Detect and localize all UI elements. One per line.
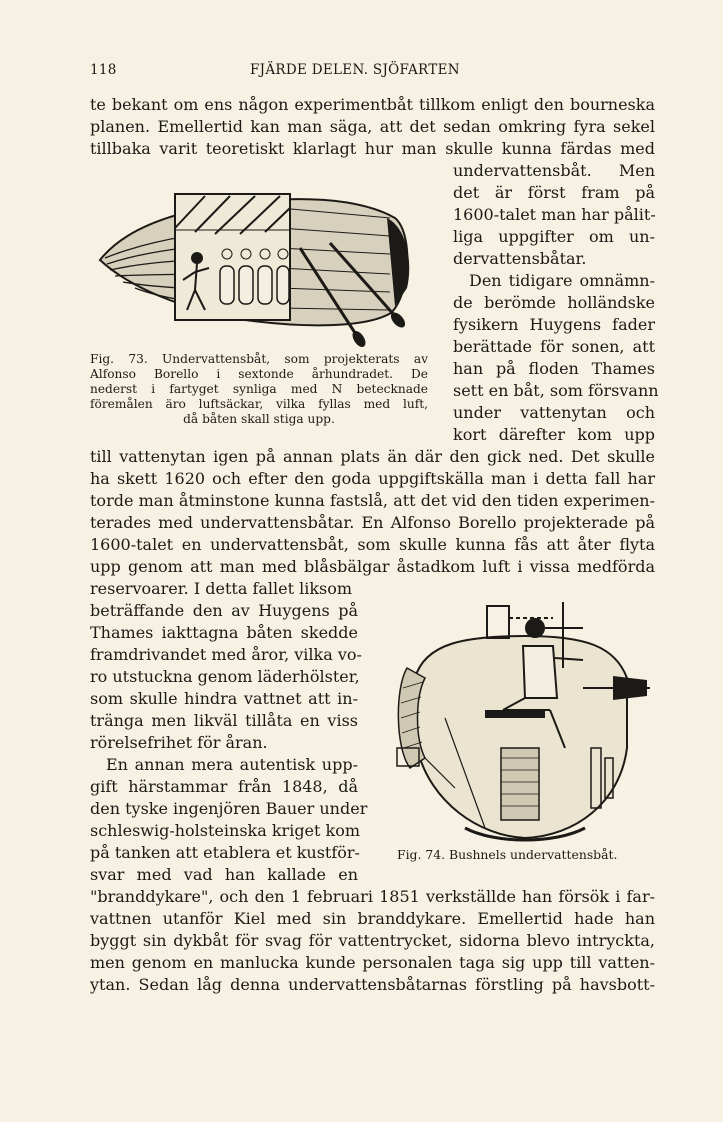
text-line: fysikern Huygens fader xyxy=(453,315,655,334)
caption-line: föremålen äro luftsäckar, vilka fyllas med luft, xyxy=(90,397,428,411)
caption-line: då båten skall stiga upp. xyxy=(183,412,335,426)
text-line: det är först fram på xyxy=(453,183,655,202)
text-line: 1600-talet man har pålit- xyxy=(453,205,656,224)
text-line: rörelsefrihet för åran. xyxy=(90,733,268,752)
text-line: kort därefter kom upp xyxy=(453,425,655,444)
text-line: tillbaka varit teoretiskt klarlagt hur man skulle kunna färdas med xyxy=(90,139,655,158)
text-line: gift härstammar från 1848, då xyxy=(90,777,358,796)
text-line: liga uppgifter om un- xyxy=(453,227,655,246)
text-line: te bekant om ens någon experimentbåt tillkom enligt den bourneska xyxy=(90,95,655,114)
text-line: svar med vad han kallade en xyxy=(90,865,358,884)
text-line: ytan. Sedan låg denna undervattensbåtarnas förstling på havsbott- xyxy=(90,975,655,994)
text-line: reservoarer. I detta fallet liksom xyxy=(90,579,353,598)
text-line: under vattenytan och xyxy=(453,403,655,422)
running-title: FJÄRDE DELEN. SJÖFARTEN xyxy=(250,62,460,78)
text-line: Thames iakttagna båten skedde xyxy=(90,623,358,642)
caption-line: Fig. 73. Undervattensbåt, som projekterats av xyxy=(90,352,428,366)
figure-73-illustration xyxy=(95,188,420,348)
figure-74-illustration xyxy=(385,598,660,846)
text-line: torde man åtminstone kunna fastslå, att det vid den tiden experimen- xyxy=(90,491,655,510)
text-line: framdrivandet med åror, vilka vo- xyxy=(90,645,362,664)
figure-74-caption: Fig. 74. Bushnels undervattensbåt. xyxy=(397,847,618,862)
text-line: undervattensbåt. Men xyxy=(453,161,655,180)
text-line: till vattenytan igen på annan plats än där den gick ned. Det skulle xyxy=(90,447,655,466)
text-line: schleswig-holsteinska kriget kom xyxy=(90,821,361,840)
text-line: beträffande den av Huygens på xyxy=(90,601,358,620)
text-line: men genom en manlucka kunde personalen taga sig upp till vatten- xyxy=(90,953,655,972)
text-line: på tanken att etablera et kustför- xyxy=(90,843,360,862)
text-line: vattnen utanför Kiel med sin branddykare. Emellertid hade han xyxy=(90,909,655,928)
text-line: ro utstuckna genom läderhölster, xyxy=(90,667,360,686)
text-line: sett en båt, som försvann xyxy=(453,381,659,400)
text-line: dervattensbåtar. xyxy=(453,249,587,268)
text-line: terades med undervattensbåtar. En Alfonso Borello projekterade på xyxy=(90,513,655,532)
text-line: planen. Emellertid kan man säga, att det sedan omkring fyra sekel xyxy=(90,117,655,136)
caption-line: nederst i fartyget synliga med N betecknade xyxy=(90,382,428,396)
text-line: den tyske ingenjören Bauer under xyxy=(90,799,368,818)
text-line: "branddykare", och den 1 februari 1851 verkställde han försök i far- xyxy=(90,887,655,906)
text-line: tränga men likväl tillåta en viss xyxy=(90,711,358,730)
text-line: En annan mera autentisk upp- xyxy=(106,755,358,774)
text-line: han på floden Thames xyxy=(453,359,655,378)
text-line: upp genom att man med blåsbälgar åstadkom luft i vissa medförda xyxy=(90,557,655,576)
caption-line: Alfonso Borello i sextonde århundradet. De xyxy=(90,367,428,381)
text-line: ha skett 1620 och efter den goda uppgiftskälla man i detta fall har xyxy=(90,469,655,488)
text-line: som skulle hindra vattnet att in- xyxy=(90,689,358,708)
text-line: Den tidigare omnämn- xyxy=(469,271,655,290)
page-header xyxy=(90,62,655,84)
page-number: 118 xyxy=(90,62,117,78)
text-line: 1600-talet en undervattensbåt, som skulle kunna fås att åter flyta xyxy=(90,535,655,554)
text-line: byggt sin dykbåt för svag för vattentrycket, sidorna blevo intryckta, xyxy=(90,931,655,950)
text-line: de berömde holländske xyxy=(453,293,655,312)
text-line: berättade för sonen, att xyxy=(453,337,655,356)
